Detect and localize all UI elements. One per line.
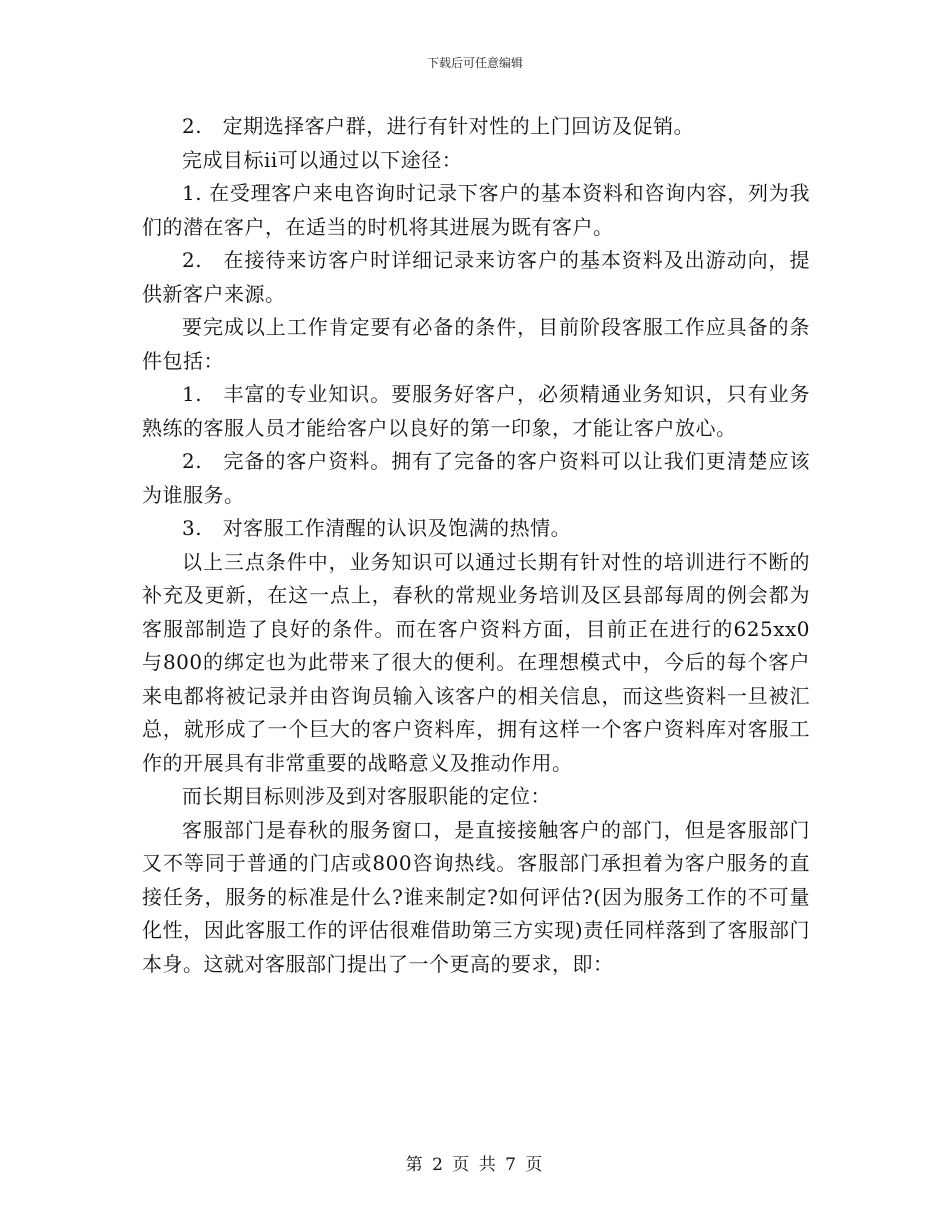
page-number: 第 2 页 共 7 页 <box>405 1155 545 1175</box>
paragraph: 1. 丰富的专业知识。要服务好客户，必须精通业务知识，只有业务熟练的客服人员才能给客户以良好的第一印象，才能让客户放心。 <box>142 382 810 440</box>
paragraph: 2. 完备的客户资料。拥有了完备的客户资料可以让我们更清楚应该为谁服务。 <box>142 449 810 507</box>
paragraph: 而长期目标则涉及到对客服职能的定位： <box>182 784 551 808</box>
paragraph: 以上三点条件中，业务知识可以通过长期有针对性的培训进行不断的补充及更新，在这一点上，春秋的常规业务培训及区县部每周的例会都为客服部制造了良好的条件。而在客户资料方面，目前正在进行的625xx0与800的绑定也为此带来了很大的便利。在理想模式中，今后的每个客户来电都将被记录并由咨询员输入该客户的相关信息，而这些资料一旦被汇总，就形成了一个巨大的客户资料库，拥有这样一个客户资料库对客服工作的开展具有非常重要的战略意义及推动作用。 <box>142 549 810 775</box>
paragraph: 完成目标ii可以通过以下途径： <box>182 147 463 172</box>
document-body <box>142 110 810 981</box>
paragraph: 2. 定期选择客户群，进行有针对性的上门回访及促销。 <box>182 114 695 138</box>
paragraph: 3. 对客服工作清醒的认识及饱满的热情。 <box>182 516 572 540</box>
paragraph: 要完成以上工作肯定要有必备的条件，目前阶段客服工作应具备的条件包括： <box>142 315 810 373</box>
page-header: 下载后可任意编辑 <box>426 56 523 70</box>
paragraph: 1. 在受理客户来电咨询时记录下客户的基本资料和咨询内容，列为我们的潜在客户，在适当的时机将其进展为既有客户。 <box>142 181 810 239</box>
paragraph: 客服部门是春秋的服务窗口，是直接接触客户的部门，但是客服部门又不等同于普通的门店或800咨询热线。客服部门承担着为客户服务的直接任务，服务的标准是什么?谁来制定?如何评估?(因为服务工作的不可量化性，因此客服工作的评估很难借助第三方实现)责任同样落到了客服部门本身。这就对客服部门提出了一个更高的要求，即： <box>142 817 810 976</box>
paragraph: 2. 在接待来访客户时详细记录来访客户的基本资料及出游动向，提供新客户来源。 <box>142 248 810 306</box>
